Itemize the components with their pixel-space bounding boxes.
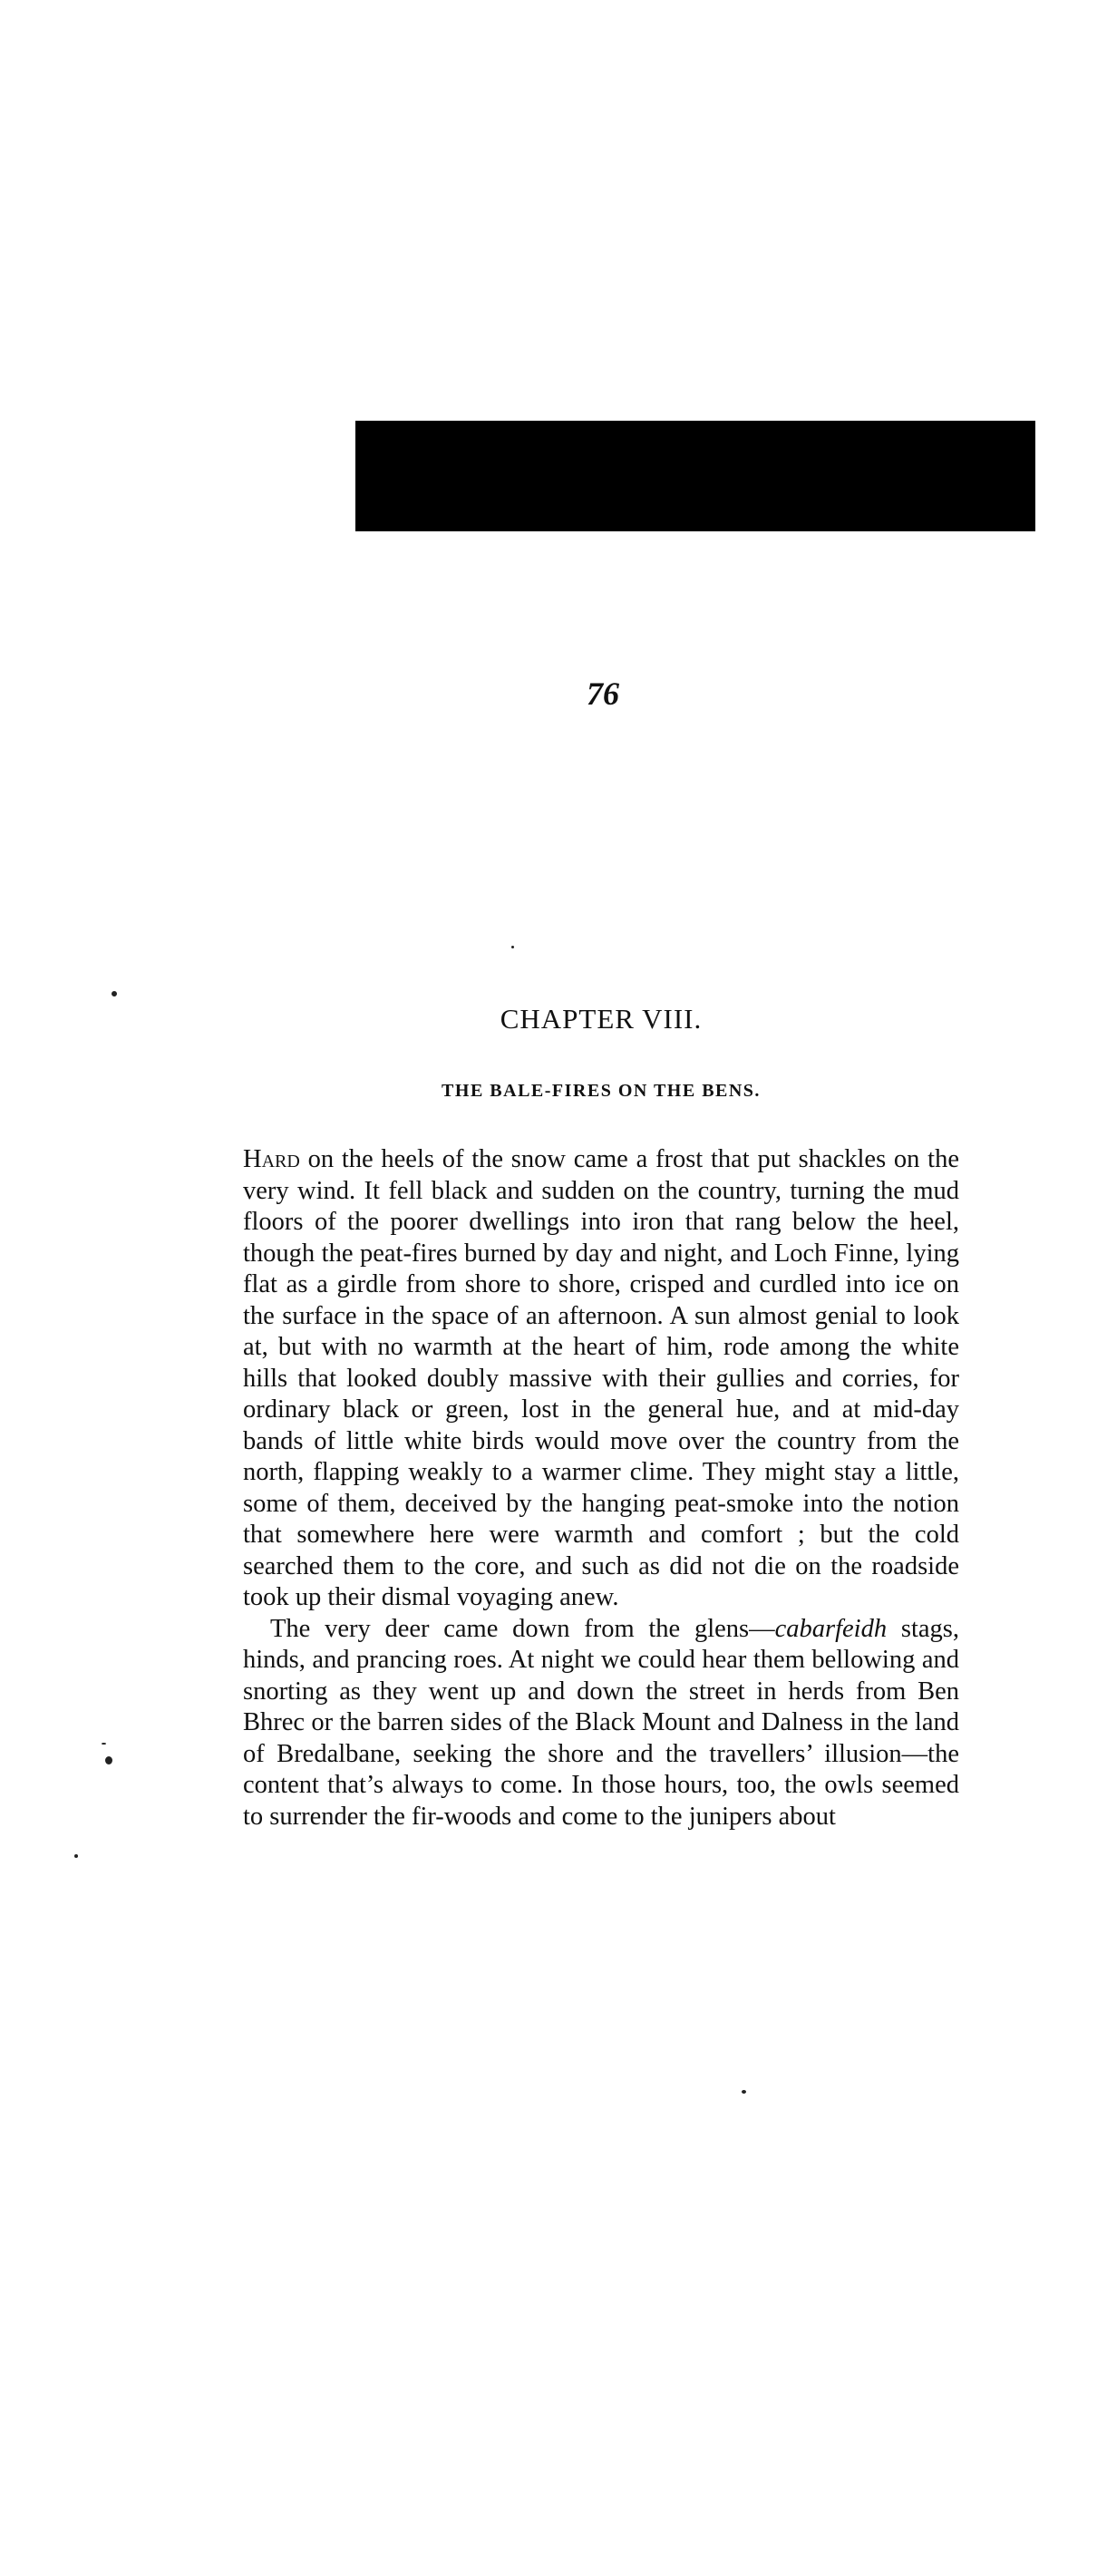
- paragraph-2-italic: cabarfeidh: [774, 1614, 888, 1643]
- chapter-title: CHAPTER VIII.: [500, 1003, 703, 1035]
- scan-speck: [511, 946, 514, 948]
- paragraph-2-text-end: stags, hinds, and prancing roes. At night we could hear them bellowing and snorting as they went up and down the street in herds from Ben Bhrec or the barren sides of the Black Mount and Dalness in the land of Bredalbane, seeking the shore and the travellers’ illusion—the content that’s always to come. In those hours, too, the owls seemed to surrender the fir-woods and come to the junipers about: [243, 1614, 959, 1831]
- paragraph-2: [243, 1614, 959, 1833]
- scan-speck: [102, 1743, 106, 1745]
- chapter-subtitle: THE BALE-FIRES ON THE BENS.: [442, 1081, 761, 1101]
- redaction-bar: [355, 421, 1035, 531]
- drop-lead-word: Hard: [243, 1145, 300, 1173]
- scan-speck: [74, 1854, 78, 1858]
- scan-speck: [742, 2090, 746, 2094]
- body-text: [243, 1144, 959, 1832]
- paragraph-1: [243, 1144, 959, 1614]
- paragraph-2-text-start: The very deer came down from the glens—: [270, 1614, 775, 1643]
- page-number: 76: [587, 676, 619, 712]
- paragraph-1-text: on the heels of the snow came a frost that put shackles on the very wind. It fell black and sudden on the country, turning the mud floors of the poorer dwellings into iron that rang below the heel, though the peat-fires burned by day and night, and Loch Finne, lying flat as a girdle from shore to shore, crisped and curdled into ice on the surface in the space of an afternoon. A sun almost genial to look at, but with no warmth at the heart of him, rode among the white hills that looked doubly massive with their gullies and corries, for ordinary black or green, lost in the general hue, and at mid-day bands of little white birds would move over the country from the north, flapping weakly to a warmer clime. They might stay a little, some of them, deceived by the hanging peat-smoke into the notion that somewhere here were warmth and comfort ; but the cold searched them to the core, and such as did not die on the roadside took up their dismal voyaging anew.: [243, 1145, 959, 1611]
- scan-speck: [105, 1756, 112, 1764]
- scan-speck: [112, 991, 117, 996]
